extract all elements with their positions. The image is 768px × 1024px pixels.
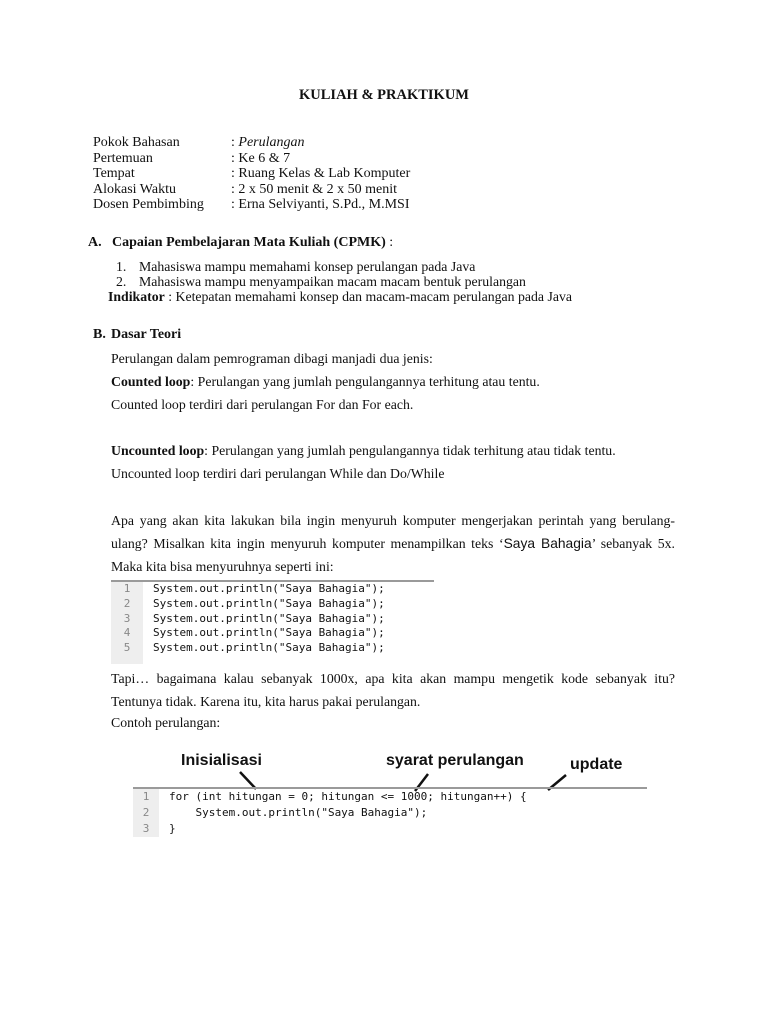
page-title: KULIAH & PRAKTIKUM <box>299 87 469 103</box>
counted-loop-definition: Counted loop: Perulangan yang jumlah pengulangannya terhitung atau tentu. <box>111 374 540 389</box>
annotation-update: update <box>570 756 623 773</box>
info-label: Pertemuan <box>93 150 153 166</box>
explanation-paragraph: Apa yang akan kita lakukan bila ingin menyuruh komputer mengerjakan perintah yang berulang- ulang? Misalkan kita ingin menyuruh komputer menampilkan teks ‘Saya Bahagia’ sebanyak 5x. Maka kita bisa menyuruhnya seperti ini: <box>111 513 675 574</box>
info-label: Tempat <box>93 166 135 181</box>
annotation-initialization: Inisialisasi <box>181 752 262 769</box>
info-value: : Perulangan <box>231 135 305 150</box>
example-label: Contoh perulangan: <box>111 715 221 730</box>
code-line: 2 System.out.println("Saya Bahagia"); <box>133 805 647 821</box>
info-value: : 2 x 50 menit & 2 x 50 menit <box>231 181 398 197</box>
info-value: : Ruang Kelas & Lab Komputer <box>231 166 411 181</box>
code-block-for-loop <box>133 787 647 839</box>
list-item: 1. Mahasiswa mampu memahami konsep perulangan pada Java <box>116 259 476 274</box>
code-line: 4 System.out.println("Saya Bahagia"); <box>111 626 434 641</box>
info-value: : Erna Selviyanti, S.Pd., M.MSI <box>231 197 410 212</box>
code-line: 1 for (int hitungan = 0; hitungan <= 1000; hitungan++) { <box>133 789 647 805</box>
code-line: 3 } <box>133 821 647 837</box>
info-label: Alokasi Waktu <box>93 181 176 197</box>
code-line: 2 System.out.println("Saya Bahagia"); <box>111 597 434 612</box>
intro-paragraph: Perulangan dalam pemrograman dibagi manjadi dua jenis: <box>111 351 433 366</box>
annotation-loop-condition: syarat perulangan <box>386 752 524 769</box>
indikator-line: Indikator : Ketepatan memahami konsep dan macam-macam perulangan pada Java <box>108 289 572 304</box>
uncounted-loop-definition: Uncounted loop: Perulangan yang jumlah pengulangannya tidak terhitung atau tidak tentu. <box>111 443 616 458</box>
list-item: 2. Mahasiswa mampu menyampaikan macam macam bentuk perulangan <box>116 274 526 289</box>
info-label: Pokok Bahasan <box>93 135 180 150</box>
info-label: Dosen Pembimbing <box>93 197 204 212</box>
uncounted-loop-detail: Uncounted loop terdiri dari perulangan While dan Do/While <box>111 466 445 481</box>
code-line: 3 System.out.println("Saya Bahagia"); <box>111 612 434 627</box>
followup-paragraph: Tapi… bagaimana kalau sebanyak 1000x, apa kita akan mampu mengetik kode sebanyak itu? Tentunya tidak. Karena itu, kita harus pakai perulangan. <box>111 671 675 709</box>
counted-loop-detail: Counted loop terdiri dari perulangan For dan For each. <box>111 397 414 412</box>
info-value: : Ke 6 & 7 <box>231 150 291 166</box>
code-line: 5 System.out.println("Saya Bahagia"); <box>111 641 434 656</box>
section-b-heading: B. Dasar Teori <box>93 327 182 342</box>
section-a-heading: A. Capaian Pembelajaran Mata Kuliah (CPMK) : <box>88 235 394 250</box>
code-line: 1 System.out.println("Saya Bahagia"); <box>111 582 434 597</box>
